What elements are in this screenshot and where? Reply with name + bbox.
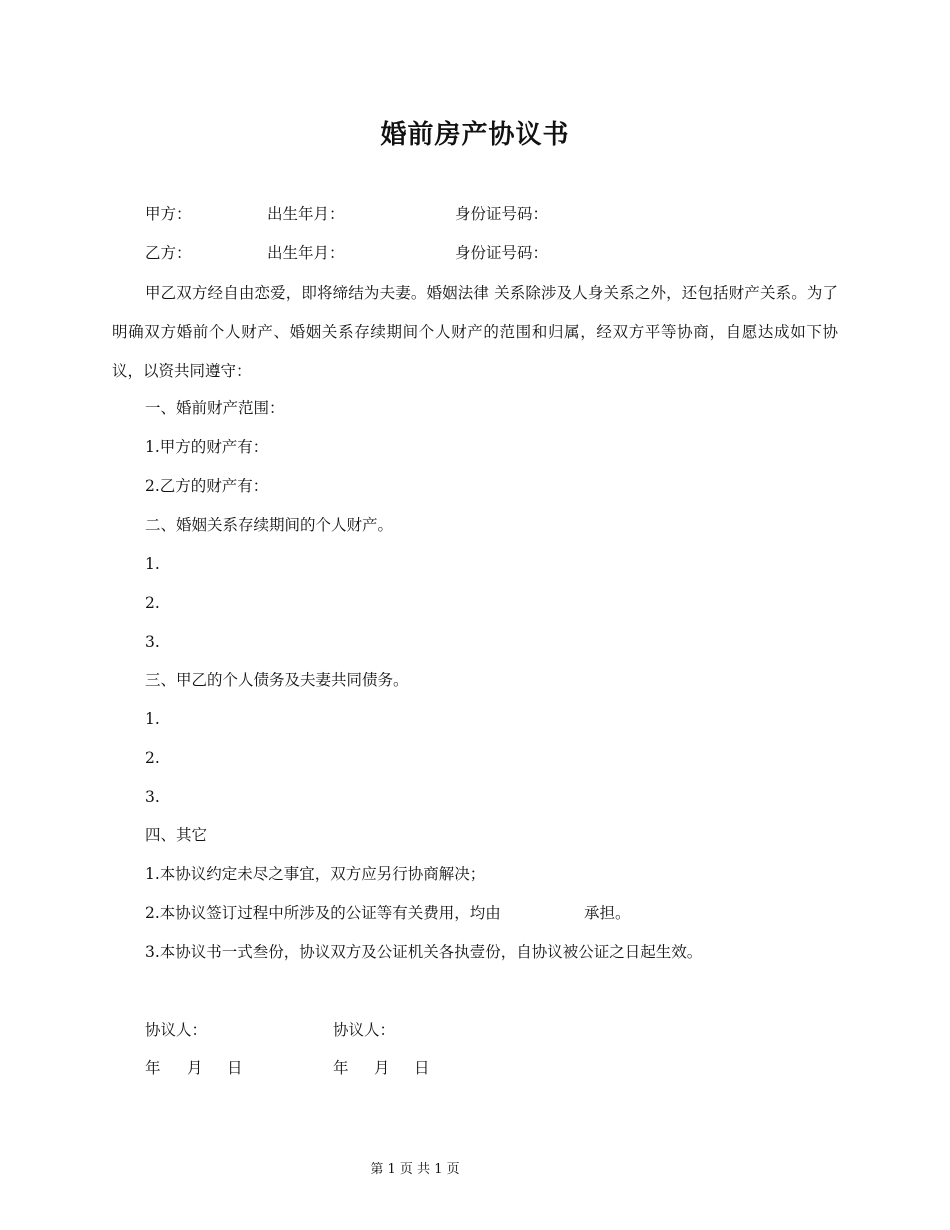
section-4-item-2: 2.本协议签订过程中所涉及的公证等有关费用，均由 [145,904,501,922]
date-month-left: 月 [187,1059,203,1077]
party-b-id-label: 身份证号码： [455,244,549,262]
section-2-heading: 二、婚姻关系存续期间的个人财产。 [145,516,394,534]
date-day-right: 日 [414,1059,430,1077]
section-3-item: 2. [145,749,160,767]
signatory-label-left: 协议人： [145,1021,208,1039]
section-3-item: 1. [145,710,160,728]
section-2-item: 1. [145,555,160,573]
date-day-left: 日 [227,1059,243,1077]
section-4-item-1: 1.本协议约定未尽之事宜，双方应另行协商解决； [145,865,486,883]
section-4-item-3: 3.本协议书一式叁份，协议双方及公证机关各执壹份，自协议被公证之日起生效。 [145,943,703,961]
date-year-right: 年 [333,1059,349,1077]
party-a-label: 甲方： [145,205,192,223]
section-1-item-1: 1.甲方的财产有： [145,438,269,456]
section-3-heading: 三、甲乙的个人债务及夫妻共同债务。 [145,671,409,689]
date-month-right: 月 [374,1059,390,1077]
section-2-item: 3. [145,633,160,651]
intro-paragraph: 甲乙双方经自由恋爱，即将缔结为夫妻。婚姻法律 关系除涉及人身关系之外，还包括财产关系。为了明确双方婚前个人财产、婚姻关系存续期间个人财产的范围和归属，经双方平等协商，自愿达成如下协议，以资共同遵守： [112,284,838,380]
party-b-label: 乙方： [145,244,192,262]
party-a-birth-label: 出生年月： [267,205,345,223]
party-b-birth-label: 出生年月： [267,244,345,262]
section-4-item-2-suffix: 承担。 [584,904,631,922]
section-3-item: 3. [145,788,160,806]
section-1-heading: 一、婚前财产范围： [145,399,285,417]
page-number-footer: 第 1 页 共 1 页 [370,1162,460,1177]
date-year-left: 年 [145,1059,161,1077]
document-title: 婚前房产协议书 [380,120,570,150]
section-4-heading: 四、其它 [145,826,208,844]
signatory-label-right: 协议人： [333,1021,396,1039]
party-a-id-label: 身份证号码： [455,205,549,223]
section-2-item: 2. [145,594,160,612]
section-1-item-2: 2.乙方的财产有： [145,477,269,495]
